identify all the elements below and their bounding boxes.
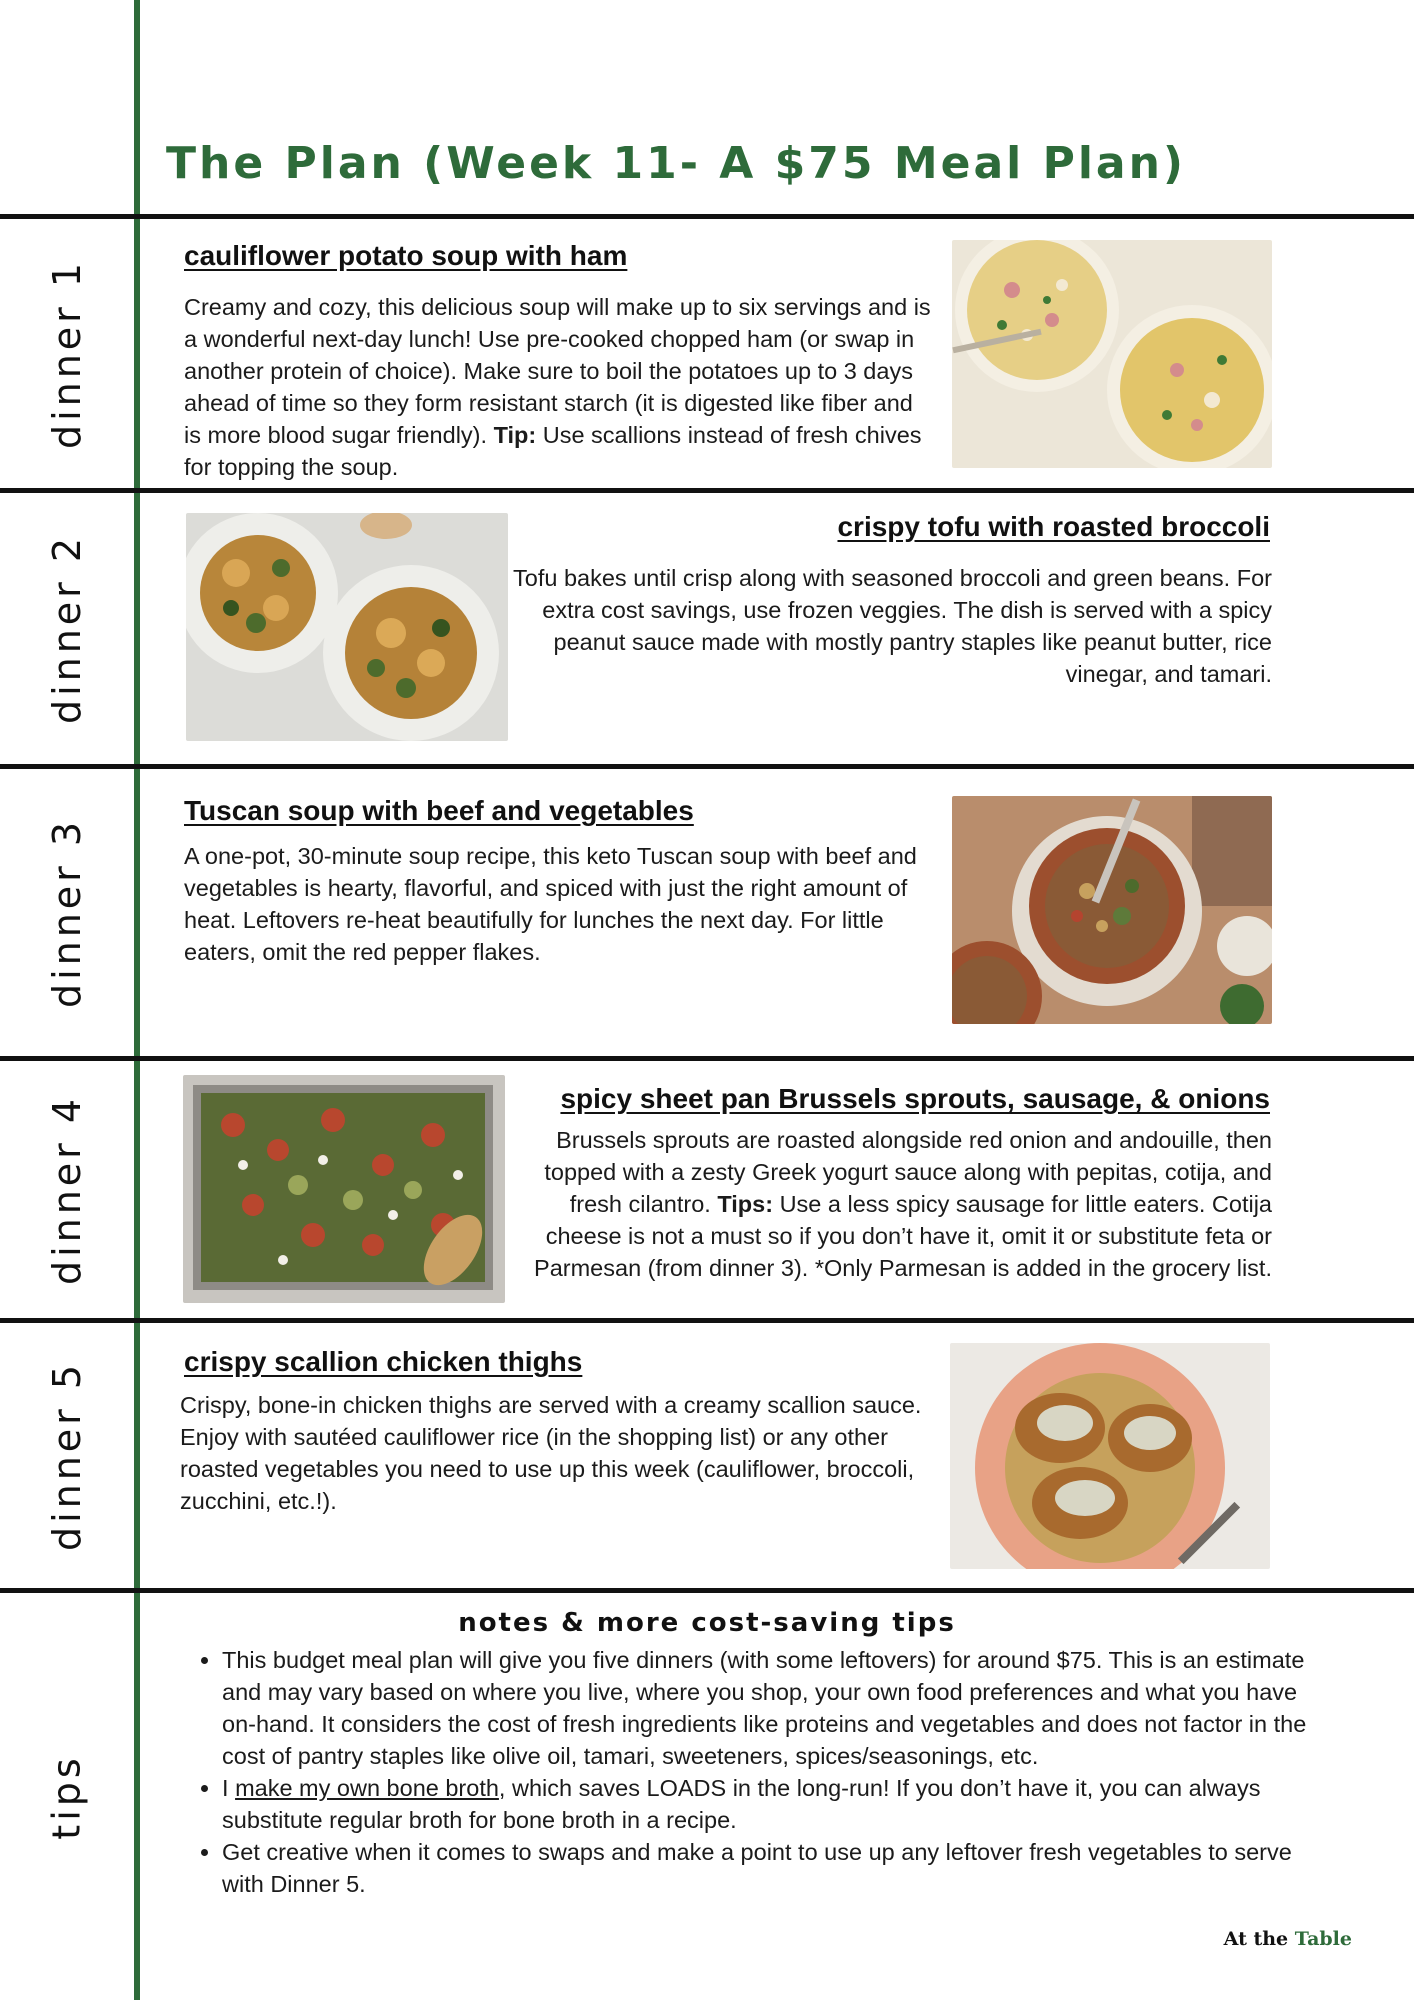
section-divider [0, 214, 1414, 219]
recipe-title-dinner-3[interactable]: Tuscan soup with beef and vegetables [184, 795, 694, 826]
tip-item: • This budget meal plan will give you five dinners (with some leftovers) for around $75. This is an estimate and may vary based on where you live, where you shop, your own food preferences and what you have on-hand. It considers the cost of fresh ingredients like proteins and vegetables and does not factor in the cost of pantry staples like olive oil, tamari, sweeteners, spices/seasonings, etc. [222, 1644, 1332, 1772]
tips-list [180, 1644, 1332, 1900]
recipe-title-dinner-4[interactable]: spicy sheet pan Brussels sprouts, sausage, & onions [560, 1083, 1270, 1114]
tip-item: • I make my own bone broth, which saves LOADS in the long-run! If you don’t have it, you can always substitute regular broth for bone broth in a recipe. [222, 1772, 1332, 1836]
tips-heading: notes & more cost-saving tips [458, 1608, 956, 1638]
vertical-divider [134, 0, 140, 2000]
sheet-pan-photo [183, 1075, 505, 1303]
tofu-plates-photo [186, 513, 508, 741]
side-label-dinner-3: dinner 3 [45, 817, 90, 1008]
side-label-dinner-5: dinner 5 [45, 1360, 90, 1551]
bone-broth-link[interactable]: make my own bone broth [235, 1775, 499, 1801]
side-label-tips: tips [44, 1753, 89, 1840]
chicken-plate-photo [950, 1343, 1270, 1569]
section-divider [0, 1588, 1414, 1593]
recipe-description-dinner-4: Brussels sprouts are roasted alongside red onion and andouille, then topped with a zesty Greek yogurt sauce along with pepitas, cotija, and fresh cilantro. Tips: Use a less spicy sausage for little eaters. Cotija cheese is not a must so if you don’t have it, omit it or substitute feta or Parmesan (from dinner 3). *Only Parmesan is added in the grocery list. [534, 1127, 1272, 1281]
recipe-title-dinner-1[interactable]: cauliflower potato soup with ham [184, 240, 628, 271]
recipe-description-dinner-5: Crispy, bone-in chicken thighs are served with a creamy scallion sauce. Enjoy with sautéed cauliflower rice (in the shopping list) or any other roasted vegetables you need to use up this week (cauliflower, broccoli, zucchini, etc.!). [180, 1392, 922, 1514]
side-label-dinner-1: dinner 1 [45, 258, 90, 449]
recipe-description-dinner-1: Creamy and cozy, this delicious soup will make up to six servings and is a wonderful next-day lunch! Use pre-cooked chopped ham (or swap in another protein of choice). Make sure to boil the potatoes up to 3 days ahead of time so they form resistant starch (it is digested like fiber and is more blood sugar friendly). Tip: Use scallions instead of fresh chives for topping the soup. [184, 294, 931, 480]
section-divider [0, 1056, 1414, 1061]
section-divider [0, 488, 1414, 493]
section-divider [0, 1318, 1414, 1323]
section-divider [0, 764, 1414, 769]
soup-bowls-photo [952, 240, 1272, 468]
recipe-title-dinner-5[interactable]: crispy scallion chicken thighs [184, 1346, 583, 1377]
side-label-dinner-4: dinner 4 [45, 1094, 90, 1285]
recipe-title-dinner-2[interactable]: crispy tofu with roasted broccoli [837, 511, 1270, 542]
recipe-description-dinner-3: A one-pot, 30-minute soup recipe, this keto Tuscan soup with beef and vegetables is hearty, flavorful, and spiced with just the right amount of heat. Leftovers re-heat beautifully for lunches the next day. For little eaters, omit the red pepper flakes. [184, 843, 917, 965]
tip-item: • Get creative when it comes to swaps and make a point to use up any leftover fresh vegetables to serve with Dinner 5. [222, 1836, 1332, 1900]
side-label-dinner-2: dinner 2 [45, 533, 90, 724]
recipe-description-dinner-2: Tofu bakes until crisp along with seasoned broccoli and green beans. For extra cost savings, use frozen veggies. The dish is served with a spicy peanut sauce made with mostly pantry staples like peanut butter, rice vinegar, and tamari. [513, 565, 1272, 687]
page-title: The Plan (Week 11- A $75 Meal Plan) [166, 138, 1187, 189]
tuscan-soup-photo [952, 796, 1272, 1024]
brand-logo: At the Table [1223, 1928, 1352, 1950]
